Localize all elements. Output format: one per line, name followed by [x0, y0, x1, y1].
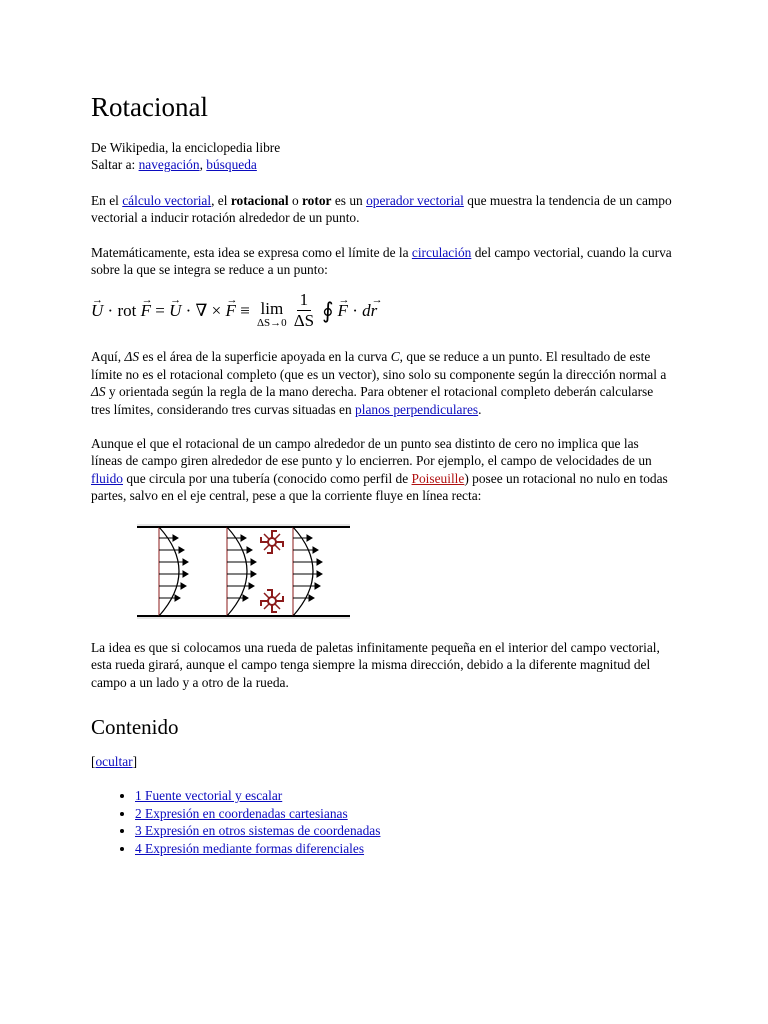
formula-d: d: [362, 300, 371, 320]
formula-rot: rot: [117, 300, 141, 320]
formula-U2: → U: [169, 300, 181, 322]
formula-oint: ∮: [322, 297, 334, 323]
text: En el: [91, 192, 123, 208]
text: del campo vectorial, cuando la curva sobre la que se integra se reduce a un punto:: [91, 244, 672, 278]
formula-den: ΔS: [293, 311, 315, 331]
formula-U: → U: [91, 300, 103, 322]
formula-times: ×: [207, 300, 226, 320]
toc-link-4[interactable]: 4 Expresión mediante formas diferenciales: [135, 840, 365, 856]
jump-prefix: Saltar a:: [91, 157, 139, 173]
toc-item: [135, 787, 673, 804]
bracket-open: [: [91, 753, 96, 769]
text: ) posee un rotacional no nulo en todas partes, salvo en el eje central, pese a que la corriente fluye en línea recta:: [91, 470, 668, 504]
jump-navigation-link[interactable]: navegación: [138, 157, 200, 173]
explanation-paragraph: [91, 348, 673, 418]
link-calculo-vectorial[interactable]: cálculo vectorial: [122, 192, 212, 208]
text: Aunque el que el rotacional de un campo alrededor de un punto sea distinto de cero no implica que las líneas de campo giren alrededor de ese punto y lo encierren. Por ejemplo, el campo de velocidades de un: [91, 436, 652, 469]
text: y orientada según la regla de la mano derecha. Para obtener el rotacional completo deberán calcularse tres límites, considerando tres curvas situadas en: [91, 384, 654, 417]
link-poiseuille[interactable]: Poiseuille: [411, 470, 465, 486]
link-fluido[interactable]: fluido: [91, 470, 123, 486]
math-deltaS: ΔS: [91, 384, 106, 400]
toc-heading: Contenido: [91, 714, 179, 739]
text: es el área de la superficie apoyada en la curva: [139, 349, 391, 365]
paddle-wheel-paragraph: La idea es que si colocamos una rueda de paletas infinitamente pequeña en el interior del campo vectorial, esta rueda girará, aunque el campo tenga siempre la misma dirección, debido a la diferente magnitud del campo a un lado y a otro de la rueda.: [91, 639, 660, 690]
math-C: C: [390, 349, 400, 365]
text: o: [288, 192, 302, 208]
example-paragraph: [91, 435, 673, 505]
formula-lim: lim: [260, 298, 284, 318]
formula-equiv: ≡: [235, 300, 254, 320]
formula-eq: =: [150, 300, 170, 320]
text: , el: [211, 192, 231, 208]
toc-link-3[interactable]: 3 Expresión en otros sistemas de coordenadas: [135, 823, 381, 839]
formula-lim-sub: ΔS→0: [256, 316, 287, 329]
intro-paragraph: [91, 192, 673, 227]
formula-F3: → F: [338, 300, 348, 322]
formula-limit: [257, 293, 287, 329]
toc-list: [91, 787, 673, 857]
toc-item: [135, 840, 673, 857]
page-title: Rotacional: [91, 92, 208, 122]
formula-num: 1: [297, 290, 312, 311]
text: que muestra la tendencia de un campo vectorial a inducir rotación alrededor de un punto.: [91, 192, 672, 226]
jump-separator: ,: [199, 157, 207, 173]
jump-links: [91, 156, 673, 173]
site-subtitle: De Wikipedia, la enciclopedia libre: [91, 140, 281, 155]
curl-formula: [91, 290, 673, 331]
toc-hide-link[interactable]: ocultar: [95, 753, 133, 769]
text: Matemáticamente, esta idea se expresa como el límite de la: [91, 244, 412, 260]
term-rotor: rotor: [301, 192, 332, 208]
toc-link-2[interactable]: 2 Expresión en coordenadas cartesianas: [135, 805, 348, 821]
poiseuille-flow-diagram: [137, 524, 350, 619]
link-operador-vectorial[interactable]: operador vectorial: [366, 192, 464, 208]
formula-nabla: ∇: [195, 300, 208, 320]
article: [91, 88, 673, 857]
link-circulacion[interactable]: circulación: [411, 244, 472, 260]
toc-item: [135, 805, 673, 822]
formula-dot3: ·: [347, 300, 363, 320]
formula-dot: ·: [103, 300, 118, 320]
text: que circula por una tubería (conocido como perfil de: [123, 470, 412, 486]
formula-fraction: [294, 290, 314, 331]
formula-F2: → F: [226, 300, 236, 322]
text: es un: [331, 192, 367, 208]
term-rotacional: rotacional: [230, 192, 289, 208]
formula-dot2: ·: [181, 300, 196, 320]
formula-F: → F: [141, 300, 151, 322]
link-planos-perpendiculares[interactable]: planos perpendiculares: [355, 401, 479, 417]
formula-r: → r: [371, 300, 378, 322]
math-deltaS: ΔS: [124, 349, 140, 365]
poiseuille-figure: [137, 524, 673, 624]
jump-search-link[interactable]: búsqueda: [206, 157, 257, 173]
text: , que se reduce a un punto. El resultado de este límite no es el rotacional completo (que es un vector), sino solo su componente según la dirección normal a: [91, 349, 667, 382]
math-paragraph: [91, 244, 673, 279]
text: .: [478, 401, 482, 417]
toc-toggle: [91, 753, 673, 770]
bracket-close: ]: [132, 753, 138, 769]
toc-item: [135, 822, 673, 839]
toc-link-1[interactable]: 1 Fuente vectorial y escalar: [135, 788, 283, 804]
text: Aquí,: [91, 349, 125, 365]
